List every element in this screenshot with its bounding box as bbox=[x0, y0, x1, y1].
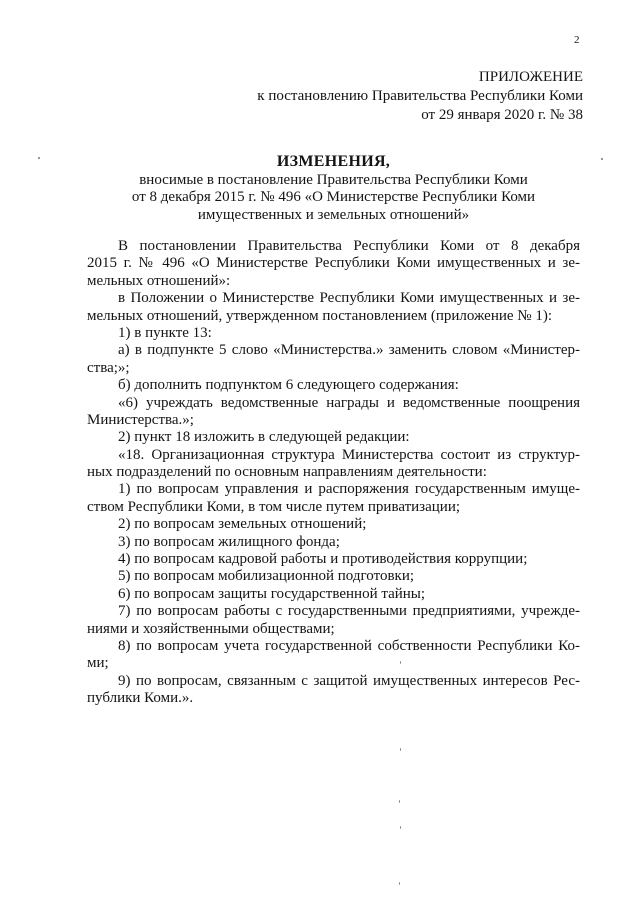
body-line: 3) по вопросам жилищного фонда; bbox=[118, 533, 340, 550]
body-line: 2) пункт 18 изложить в следующей редакции: bbox=[118, 429, 410, 446]
scan-speck bbox=[400, 826, 401, 829]
document-subtitle-line: от 8 декабря 2015 г. № 496 «О Министерстве Республики Коми bbox=[131, 189, 536, 205]
body-line: мельных отношений»: bbox=[87, 272, 231, 289]
page-number: 2 bbox=[574, 34, 580, 46]
appendix-decree-line: к постановлению Правительства Республики Коми bbox=[257, 88, 583, 104]
body-line: 9) по вопросам, связанным с защитой имущественных интересов Рес- bbox=[118, 672, 580, 689]
body-line: 6) по вопросам защиты государственной тайны; bbox=[118, 585, 426, 602]
document-body bbox=[87, 238, 580, 708]
scan-speck bbox=[399, 882, 400, 885]
appendix-block bbox=[257, 68, 583, 125]
scan-speck bbox=[400, 748, 401, 751]
body-line: 4) по вопросам кадровой работы и противодействия коррупции; bbox=[118, 551, 528, 568]
body-line: Министерства.»; bbox=[87, 411, 194, 428]
body-line: 5) по вопросам мобилизационной подготовки; bbox=[118, 568, 415, 585]
body-line: «18. Организационная структура Министерства состоит из структур- bbox=[118, 446, 580, 463]
body-line: 7) по вопросам работы с государственными предприятиями, учрежде- bbox=[118, 603, 580, 620]
body-line: 2) по вопросам земельных отношений; bbox=[118, 516, 367, 533]
document-title: ИЗМЕНЕНИЯ, bbox=[276, 153, 391, 170]
scan-speck bbox=[399, 800, 400, 803]
body-line: В постановлении Правительства Республики Коми от 8 декабря bbox=[118, 238, 580, 254]
body-line: 8) по вопросам учета государственной собственности Республики Ко- bbox=[118, 637, 580, 654]
body-line: а) в подпункте 5 слово «Министерства.» заменить словом «Министер- bbox=[118, 342, 580, 359]
body-line: 1) в пункте 13: bbox=[118, 324, 212, 341]
body-line: б) дополнить подпунктом 6 следующего содержания: bbox=[118, 377, 459, 394]
body-line: ных подразделений по основным направлениям деятельности: bbox=[87, 464, 487, 481]
document-heading bbox=[87, 153, 580, 224]
body-line: 1) по вопросам управления и распоряжения государственным имуще- bbox=[118, 481, 580, 498]
body-line: ниями и хозяйственными обществами; bbox=[87, 620, 335, 637]
appendix-label: ПРИЛОЖЕНИЕ bbox=[478, 69, 583, 85]
body-line: ством Республики Коми, в том числе путем приватизации; bbox=[87, 498, 461, 515]
appendix-date-line: от 29 января 2020 г. № 38 bbox=[421, 107, 583, 123]
body-line: ми; bbox=[87, 655, 109, 672]
document-subtitle-line: имущественных и земельных отношений» bbox=[197, 206, 470, 223]
body-line: публики Коми.». bbox=[87, 690, 194, 707]
body-line: ства;»; bbox=[87, 359, 130, 376]
body-line: 2015 г. № 496 «О Министерстве Республики Коми имущественных и зе- bbox=[87, 255, 580, 272]
body-line: в Положении о Министерстве Республики Коми имущественных и зе- bbox=[118, 290, 580, 307]
scan-speck bbox=[601, 158, 603, 160]
document-subtitle-line: вносимые в постановление Правительства Республики Коми bbox=[139, 171, 528, 188]
scan-speck bbox=[38, 157, 40, 159]
body-line: «6) учреждать ведомственные награды и ведомственные поощрения bbox=[118, 394, 580, 411]
scan-speck bbox=[400, 661, 401, 664]
body-line: мельных отношений, утвержденном постановлением (приложение № 1): bbox=[87, 307, 553, 324]
